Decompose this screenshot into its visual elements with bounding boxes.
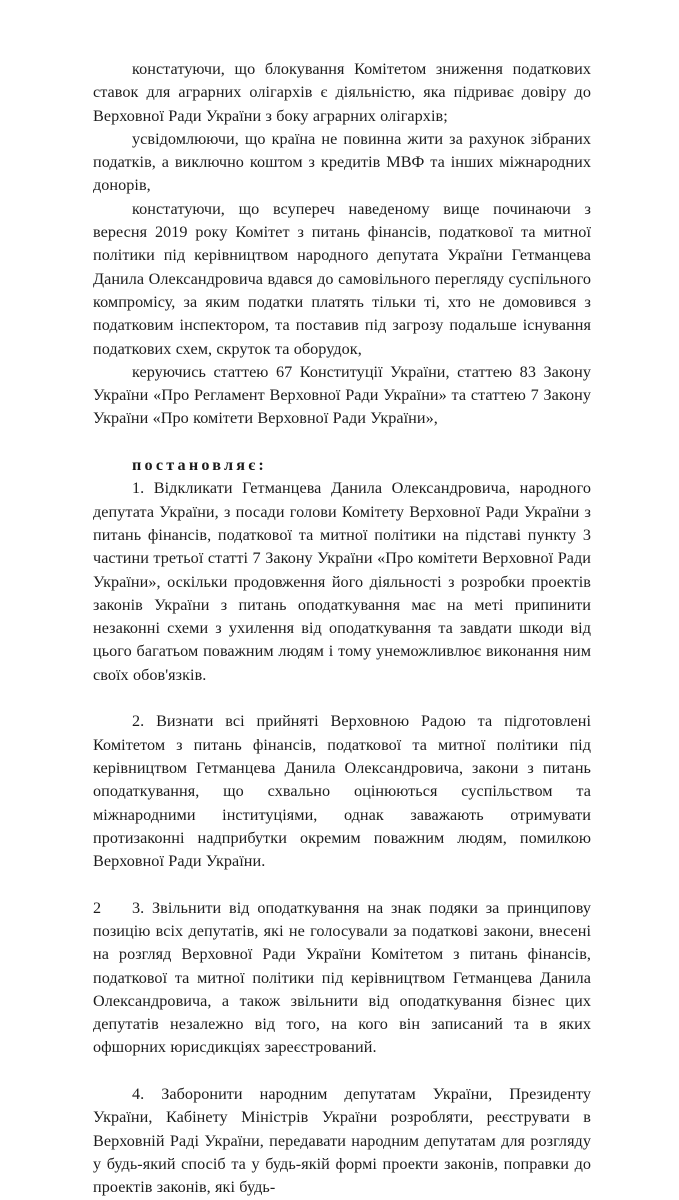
paragraph-konstatuyuchy-1: констатуючи, що блокування Комітетом зниження податкових ставок для аграрних олігархів є діяльністю, яка підриває довіру до Верховної Ради України з боку аграрних олігархів; [93, 60, 591, 125]
page-number: 2 [93, 899, 102, 917]
numbered-item-4: 4. Заборонити народним депутатам України, Президенту України, Кабінету Міністрів України розробляти, реєструвати в Верховній Раді України, передавати народним депутатам для розгляду у будь-який спосіб та у будь-якій формі проекти законів, поправки до проектів законів, які будь- [93, 1085, 591, 1197]
numbered-item-3: 3. Звільнити від оподаткування на знак подяки за принципову позицію всіх депутатів, які не голосували за податкові закони, внесені на розгляд Верховної Ради України Комітетом з питань фінансів, податкової та митної політики під керівництвом Гетманцева Данила Олександровича, а також звільнити від оподаткування бізнес цих депутатів незалежно від того, на кого він записаний та в яких офшорних юрисдикціях зареєстрований. [93, 898, 591, 1057]
paragraph-keruyuchys: керуючись статтею 67 Конституції України, статтею 83 Закону України «Про Регламент Верховної Ради України» та статтею 7 Закону України «Про комітети Верховної Ради України», [93, 362, 591, 428]
paragraph-konstatuyuchy-2: констатуючи, що всупереч наведеному вище починаючи з вересня 2019 року Комітет з питань фінансів, податкової та митної політики під керівництвом народного депутата України Гетманцева Данила Олександровича вдався до самовільного перегляду суспільного компромісу, за яким податки платять тільки ті, хто не домовився з податковим інспектором, та поставив під загрозу подальше існування податкових схем, скруток та оборудок, [93, 199, 591, 358]
numbered-item-2: 2. Визнати всі прийняті Верховною Радою та підготовлені Комітетом з питань фінансів, податкової та митної політики під керівництвом Гетманцева Данила Олександровича, закони з питань оподаткування, що схвально оцінюються суспільством та міжнародними інституціями, однак заважають отримувати протизаконні надприбутки окремим поважним людям, помилкою Верховної Ради України. [93, 712, 591, 871]
document-text-body [93, 58, 591, 1200]
resolve-keyword: постановляє: [132, 456, 268, 475]
numbered-item-1: 1. Відкликати Гетманцева Данила Олександровича, народного депутата України, з посади голови Комітету Верховної Ради України з питань фінансів, податкової та митної політики на підставі пункту 3 частини третьої статті 7 Закону України «Про комітети Верховної Ради України», оскільки продовження його діяльності з розробки проектів законів України з питань оподаткування має на меті припинити незаконні схеми з ухилення від оподаткування та завдати шкоди від цього багатьом поважним людям і тому унеможливлює виконання ним своїх обов'язків. [93, 479, 591, 684]
paragraph-usvidomlyuyuchy: усвідомлюючи, що країна не повинна жити за рахунок зібраних податків, а виключно коштом з кредитів МВФ та інших міжнародних донорів, [93, 129, 591, 195]
